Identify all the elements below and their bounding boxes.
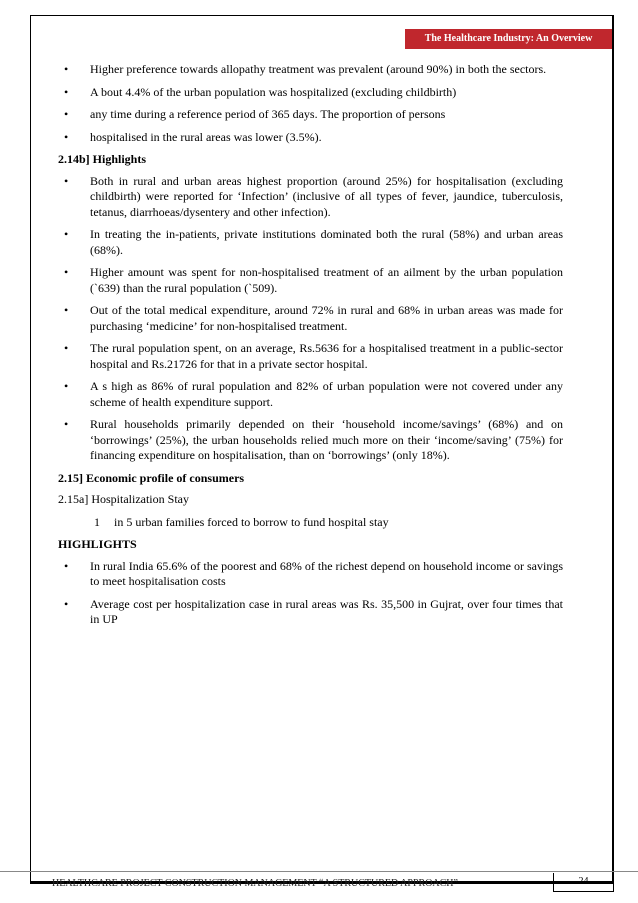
section-heading: 2.15] Economic profile of consumers <box>58 470 245 485</box>
subsection-heading: 2.15a] Hospitalization Stay <box>58 492 189 506</box>
footer-divider <box>0 871 638 872</box>
bullet-dot-icon: • <box>64 265 69 279</box>
section-heading: 2.14b] Highlights <box>58 152 147 166</box>
item-number: 1 <box>94 514 100 529</box>
bullet-dot-icon: • <box>64 129 69 144</box>
bullet-item: • A bout 4.4% of the urban population was hospitalized (excluding childbirth) <box>64 84 457 99</box>
bullet-item: • Rural households primarily depended on their ‘household income/savings’ (68%) and on ‘borrowings’ (25%), the urban households relied much more on their ‘income/saving’ (75%) for financing expenditure on hospitalisation, than on ‘borrowings’ (only 18%). <box>64 417 563 462</box>
bullet-item: • Average cost per hospitalization case in rural areas was Rs. 35,500 in Gujrat, over four times that in UP <box>64 596 563 626</box>
bullet-item: • hospitalised in the rural areas was lower (3.5%). <box>64 129 322 144</box>
bullet-dot-icon: • <box>64 596 69 611</box>
footer-text: HEALTHCARE PROJECT CONSTRUCTION MANAGEMENT “A STRUCTURED APPROACH” <box>52 878 458 889</box>
bullet-dot-icon: • <box>64 107 69 121</box>
bullet-item: • A s high as 86% of rural population and 82% of urban population were not covered under any scheme of health expenditure support. <box>64 379 563 409</box>
highlights-heading: HIGHLIGHTS <box>58 537 137 551</box>
numbered-item: 1 in 5 urban families forced to borrow to fund hospital stay <box>94 514 389 529</box>
bullet-item: • Higher preference towards allopathy treatment was prevalent (around 90%) in both the sectors. <box>64 62 547 76</box>
bullet-dot-icon: • <box>64 227 69 241</box>
bullet-dot-icon: • <box>64 558 69 573</box>
bullet-dot-icon: • <box>64 417 69 431</box>
bullet-item: • The rural population spent, on an average, Rs.5636 for a hospitalised treatment in a public-sector hospital and Rs.21726 for that in a private sector hospital. <box>64 341 563 371</box>
bullet-dot-icon: • <box>64 341 69 355</box>
bullet-item: • any time during a reference period of 365 days. The proportion of persons <box>64 107 446 121</box>
bullet-item: • Both in rural and urban areas highest proportion (around 25%) for hospitalisation (excluding childbirth) were reported for ‘Infection’ (inclusive of all types of fever, jaundice, tuberculosis, tetanus, diarrhoeas/dysentery and other infection). <box>64 173 563 219</box>
page-number: 24 <box>553 873 614 892</box>
page-content <box>58 62 563 635</box>
bullet-dot-icon: • <box>64 62 69 76</box>
bullet-item: • In treating the in-patients, private institutions dominated both the rural (58%) and urban areas (68%). <box>64 227 563 257</box>
bullet-dot-icon: • <box>64 84 69 99</box>
bullet-dot-icon: • <box>64 173 69 188</box>
header-title-badge: The Healthcare Industry: An Overview <box>405 29 612 49</box>
bullet-item: • In rural India 65.6% of the poorest and 68% of the richest depend on household income or savings to meet hospitalisation costs <box>64 558 563 588</box>
bullet-item: • Higher amount was spent for non-hospitalised treatment of an ailment by the urban population (`639) than the rural population (`509). <box>64 265 563 295</box>
bullet-item: • Out of the total medical expenditure, around 72% in rural and 68% in urban areas was made for purchasing ‘medicine’ for non-hospitalised treatment. <box>64 303 563 333</box>
bullet-dot-icon: • <box>64 379 69 393</box>
bullet-dot-icon: • <box>64 303 69 317</box>
